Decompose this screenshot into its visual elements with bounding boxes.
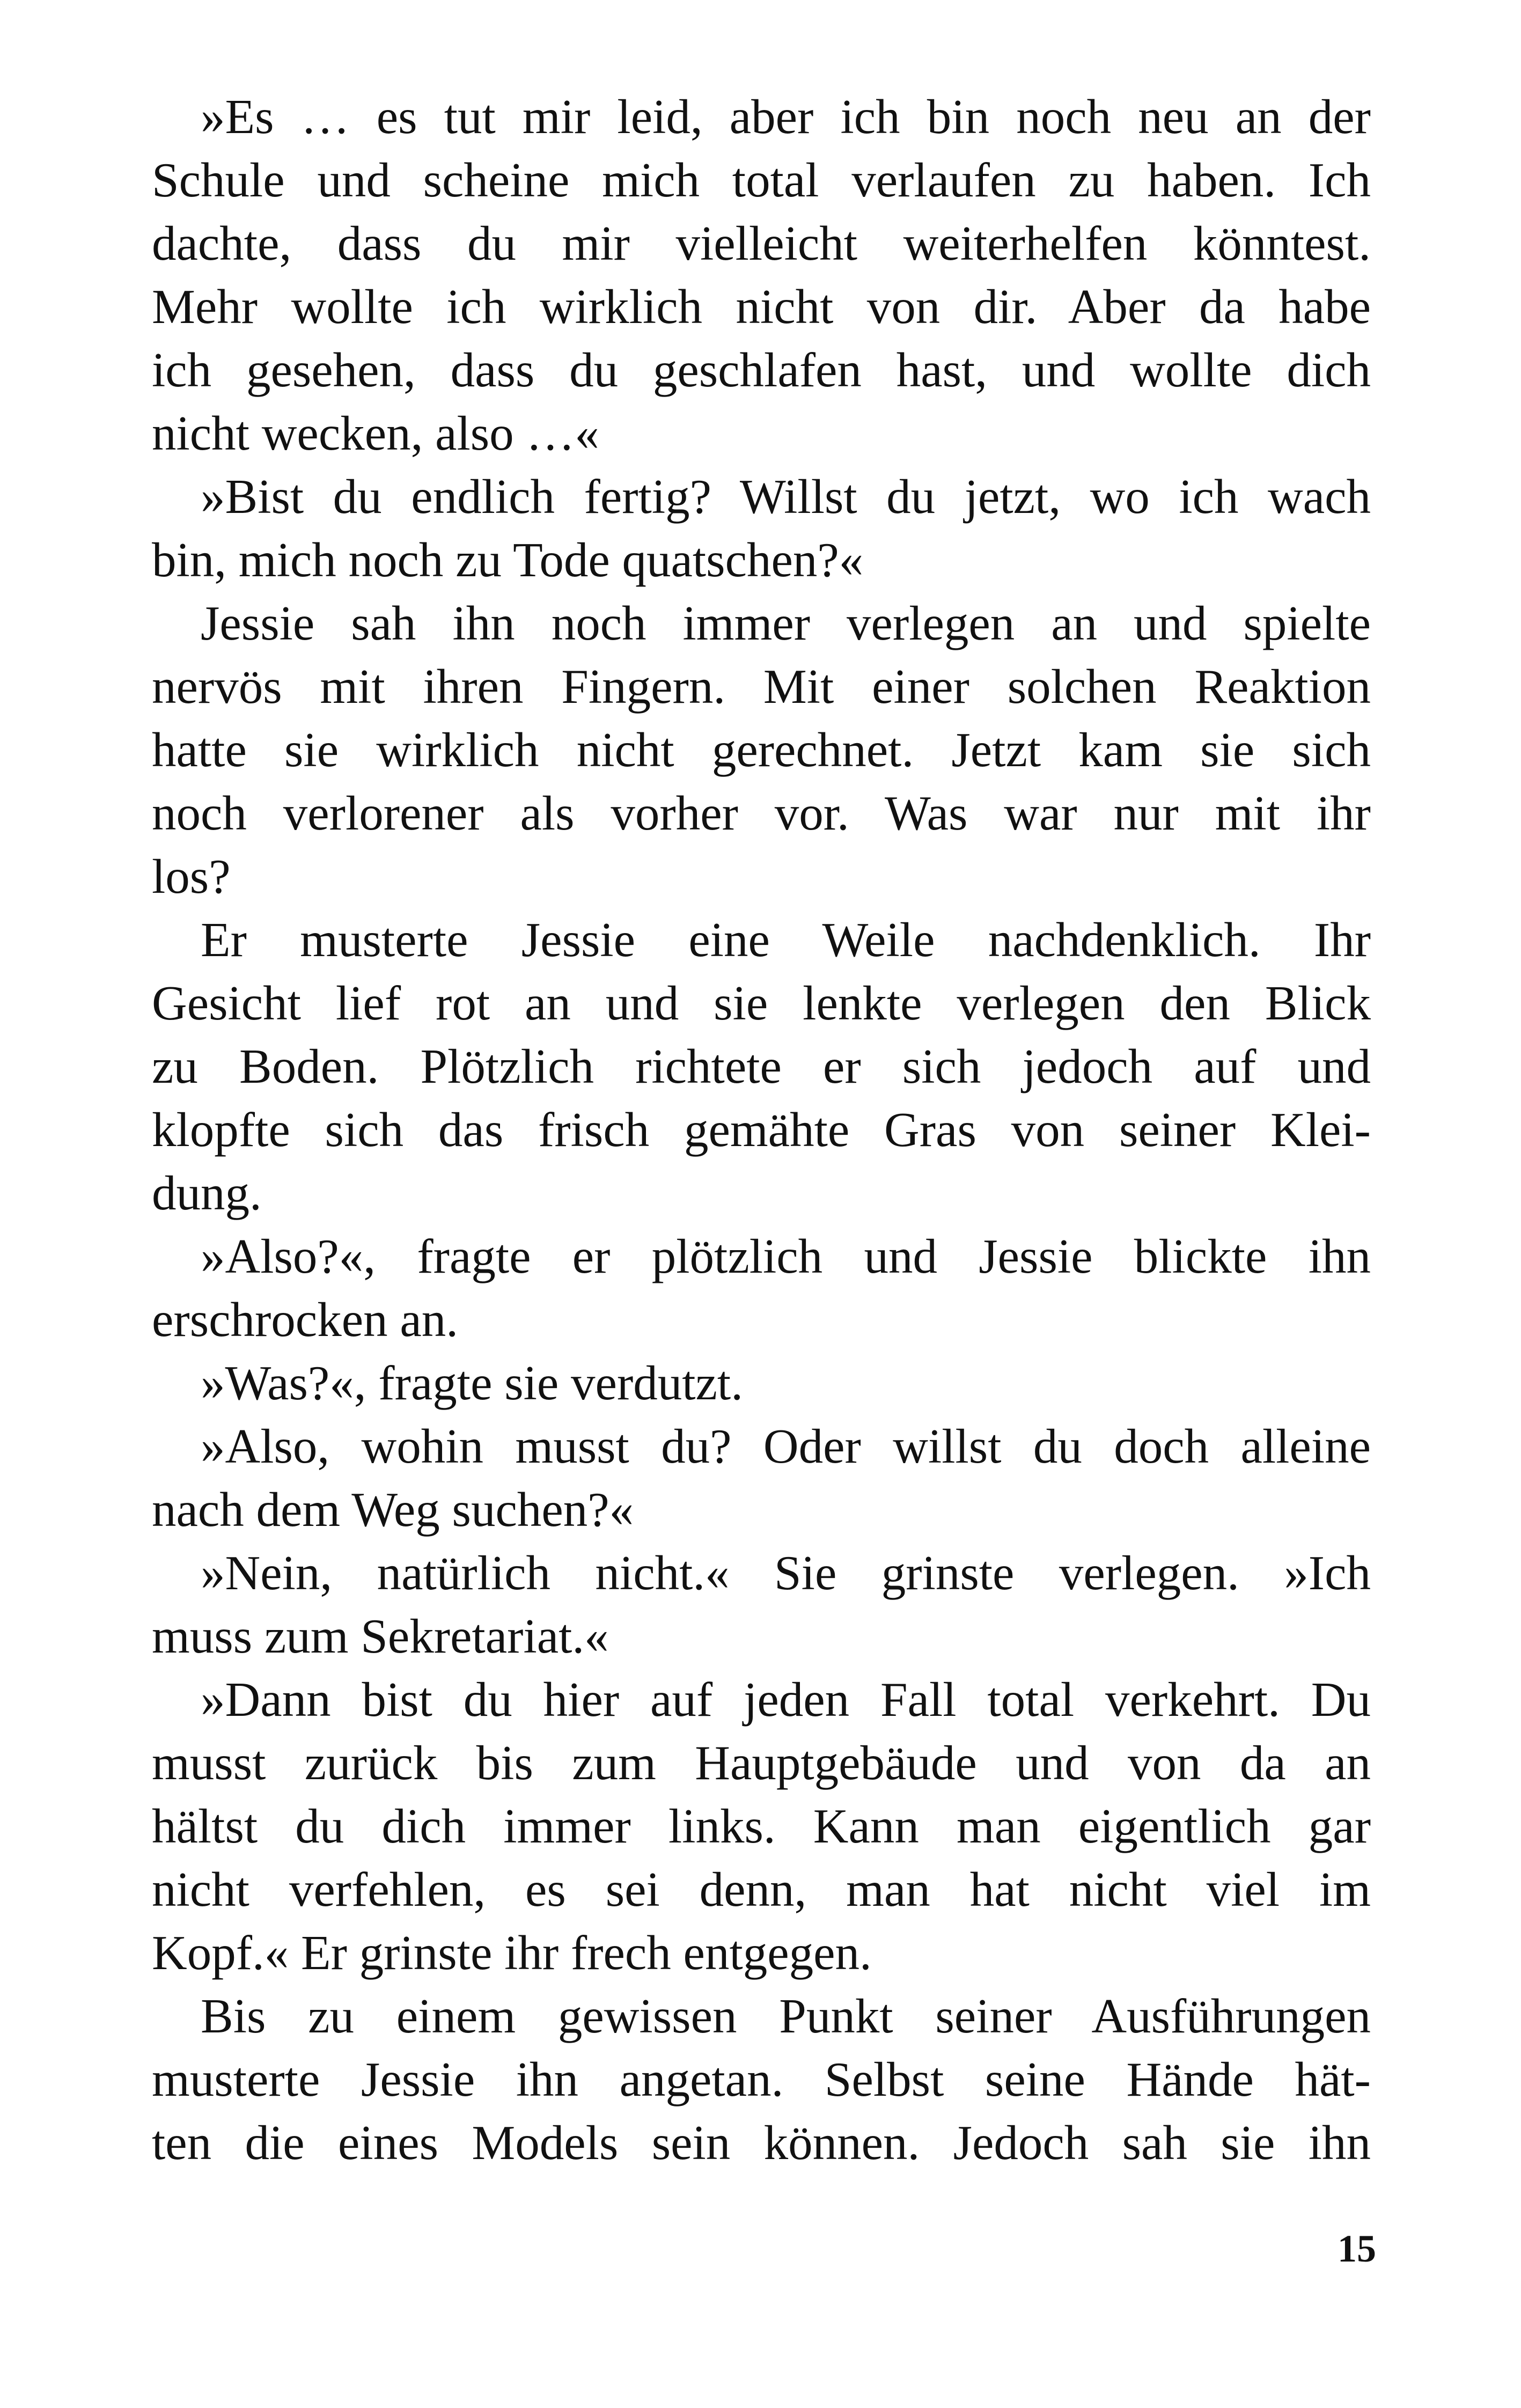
paragraph: [152, 592, 1371, 908]
text-line: noch verlorener als vorher vor. Was war nur mit ihr: [152, 786, 1371, 840]
text-line: ten die eines Models sein können. Jedoch sah sie ihn: [152, 2116, 1371, 2170]
text-line: bin, mich noch zu Tode quatschen?«: [152, 533, 864, 587]
paragraph: [152, 1225, 1371, 1352]
page-body-text: [152, 85, 1371, 2175]
text-line: Jessie sah ihn noch immer verlegen an und spielte: [201, 596, 1371, 650]
text-line: musst zurück bis zum Hauptgebäude und von da an: [152, 1736, 1371, 1790]
text-line: ich gesehen, dass du geschlafen hast, und wollte dich: [152, 343, 1371, 397]
text-line: Bis zu einem gewissen Punkt seiner Ausführungen: [201, 1989, 1371, 2043]
text-line: nicht verfehlen, es sei denn, man hat nicht viel im: [152, 1862, 1371, 1917]
paragraph: [152, 1668, 1371, 1985]
text-line: »Bist du endlich fertig? Willst du jetzt, wo ich wach: [201, 469, 1371, 524]
paragraph: [152, 465, 1371, 592]
text-line: hältst du dich immer links. Kann man eigentlich gar: [152, 1799, 1371, 1853]
text-line: klopfte sich das frisch gemähte Gras von seiner Klei-: [152, 1103, 1371, 1157]
text-line: musterte Jessie ihn angetan. Selbst seine Hände hät-: [152, 2052, 1371, 2106]
text-line: »Es … es tut mir leid, aber ich bin noch neu an der: [201, 90, 1371, 144]
text-line: »Dann bist du hier auf jeden Fall total verkehrt. Du: [201, 1672, 1371, 1727]
paragraph: [152, 908, 1371, 1225]
text-line: dung.: [152, 1166, 262, 1220]
text-line: zu Boden. Plötzlich richtete er sich jedoch auf und: [152, 1039, 1371, 1093]
text-line: »Also, wohin musst du? Oder willst du doch alleine: [201, 1419, 1371, 1473]
text-line: Mehr wollte ich wirklich nicht von dir. Aber da habe: [152, 280, 1371, 334]
text-line: »Also?«, fragte er plötzlich und Jessie blickte ihn: [201, 1229, 1371, 1283]
text-line: Kopf.« Er grinste ihr frech entgegen.: [152, 1926, 872, 1980]
text-line: nach dem Weg suchen?«: [152, 1482, 634, 1537]
text-line: hatte sie wirklich nicht gerechnet. Jetzt kam sie sich: [152, 723, 1371, 777]
text-line: dachte, dass du mir vielleicht weiterhelfen könntest.: [152, 216, 1371, 270]
paragraph: [152, 1985, 1371, 2175]
text-line: muss zum Sekretariat.«: [152, 1609, 609, 1663]
text-line: los?: [152, 849, 231, 904]
paragraph: [152, 1415, 1371, 1541]
text-line: »Nein, natürlich nicht.« Sie grinste verlegen. »Ich: [201, 1546, 1371, 1600]
text-line: nicht wecken, also …«: [152, 406, 599, 460]
text-line: Gesicht lief rot an und sie lenkte verlegen den Blick: [152, 976, 1371, 1030]
text-line: nervös mit ihren Fingern. Mit einer solchen Reaktion: [152, 659, 1371, 714]
text-line: Er musterte Jessie eine Weile nachdenklich. Ihr: [201, 913, 1371, 967]
text-line: »Was?«, fragte sie verdutzt.: [201, 1356, 743, 1410]
page-number: 15: [1338, 2227, 1376, 2270]
text-line: erschrocken an.: [152, 1293, 458, 1347]
paragraph: [152, 1352, 1371, 1415]
text-line: Schule und scheine mich total verlaufen zu haben. Ich: [152, 153, 1371, 207]
paragraph: [152, 85, 1371, 465]
paragraph: [152, 1541, 1371, 1668]
